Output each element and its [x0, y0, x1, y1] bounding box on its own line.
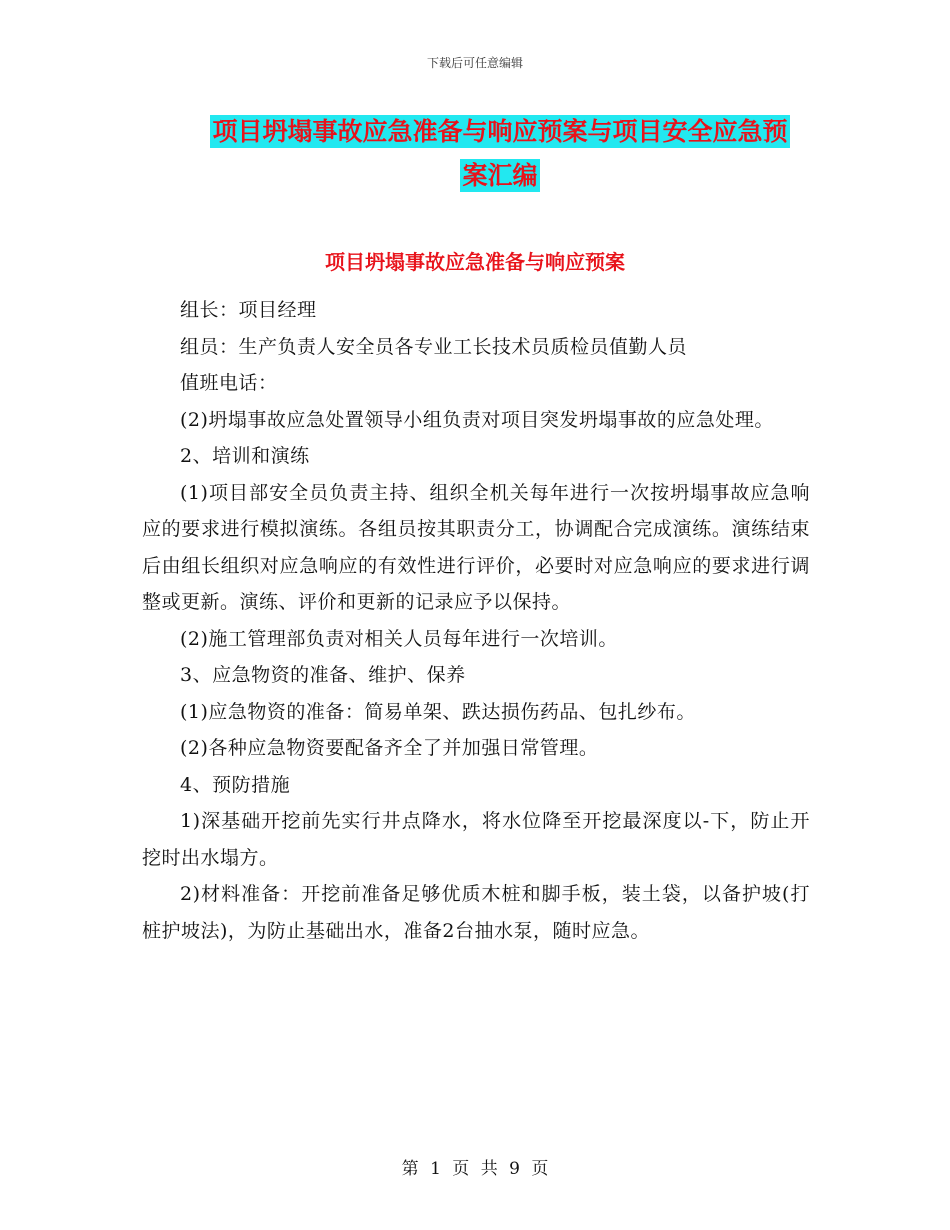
paragraph-team-leader: 组长：项目经理 [180, 299, 317, 321]
title-line-2: 案汇编 [462, 161, 538, 190]
paragraph-supplies-prep: (1)应急物资的准备：简易单架、跌达损伤药品、包扎纱布。 [180, 700, 696, 723]
page-footer: 第 1 页 共 9 页 [401, 1159, 549, 1179]
paragraph-duty-phone: 值班电话： [180, 372, 278, 394]
paragraph-leadership-duty: (2)坍塌事故应急处置领导小组负责对项目突发坍塌事故的应急处理。 [180, 408, 774, 431]
section-title: 项目坍塌事故应急准备与响应预案 [325, 250, 625, 274]
paragraph-dewatering: 1)深基础开挖前先实行井点降水，将水位降至开挖最深度以-下，防止开挖时出水塌方。 [142, 810, 810, 869]
paragraph-annual-training: (2)施工管理部负责对相关人员每年进行一次培训。 [180, 627, 618, 650]
paragraph-supplies-management: (2)各种应急物资要配备齐全了并加强日常管理。 [180, 737, 599, 759]
document-title [180, 110, 820, 198]
paragraph-team-members: 组员：生产负责人安全员各专业工长技术员质检员值勤人员 [180, 335, 688, 358]
header-note: 下载后可任意编辑 [426, 56, 523, 70]
title-line-1: 项目坍塌事故应急准备与响应预案与项目安全应急预 [212, 117, 788, 146]
heading-emergency-supplies: 3、应急物资的准备、维护、保养 [180, 664, 466, 686]
paragraph-materials: 2)材料准备：开挖前准备足够优质木桩和脚手板，装土袋，以备护坡(打桩护坡法)，为防止基础出水，准备2台抽水泵，随时应急。 [142, 883, 810, 942]
document-body [142, 292, 810, 949]
heading-prevention: 4、预防措施 [180, 773, 291, 796]
heading-training: 2、培训和演练 [180, 445, 310, 467]
paragraph-drill: (1)项目部安全员负责主持、组织全机关每年进行一次按坍塌事故应急响应的要求进行模拟演练。各组员按其职责分工，协调配合完成演练。演练结束后由组长组织对应急响应的有效性进行评价，必要时对应急响应的要求进行调整或更新。演练、评价和更新的记录应予以保持。 [142, 481, 810, 613]
